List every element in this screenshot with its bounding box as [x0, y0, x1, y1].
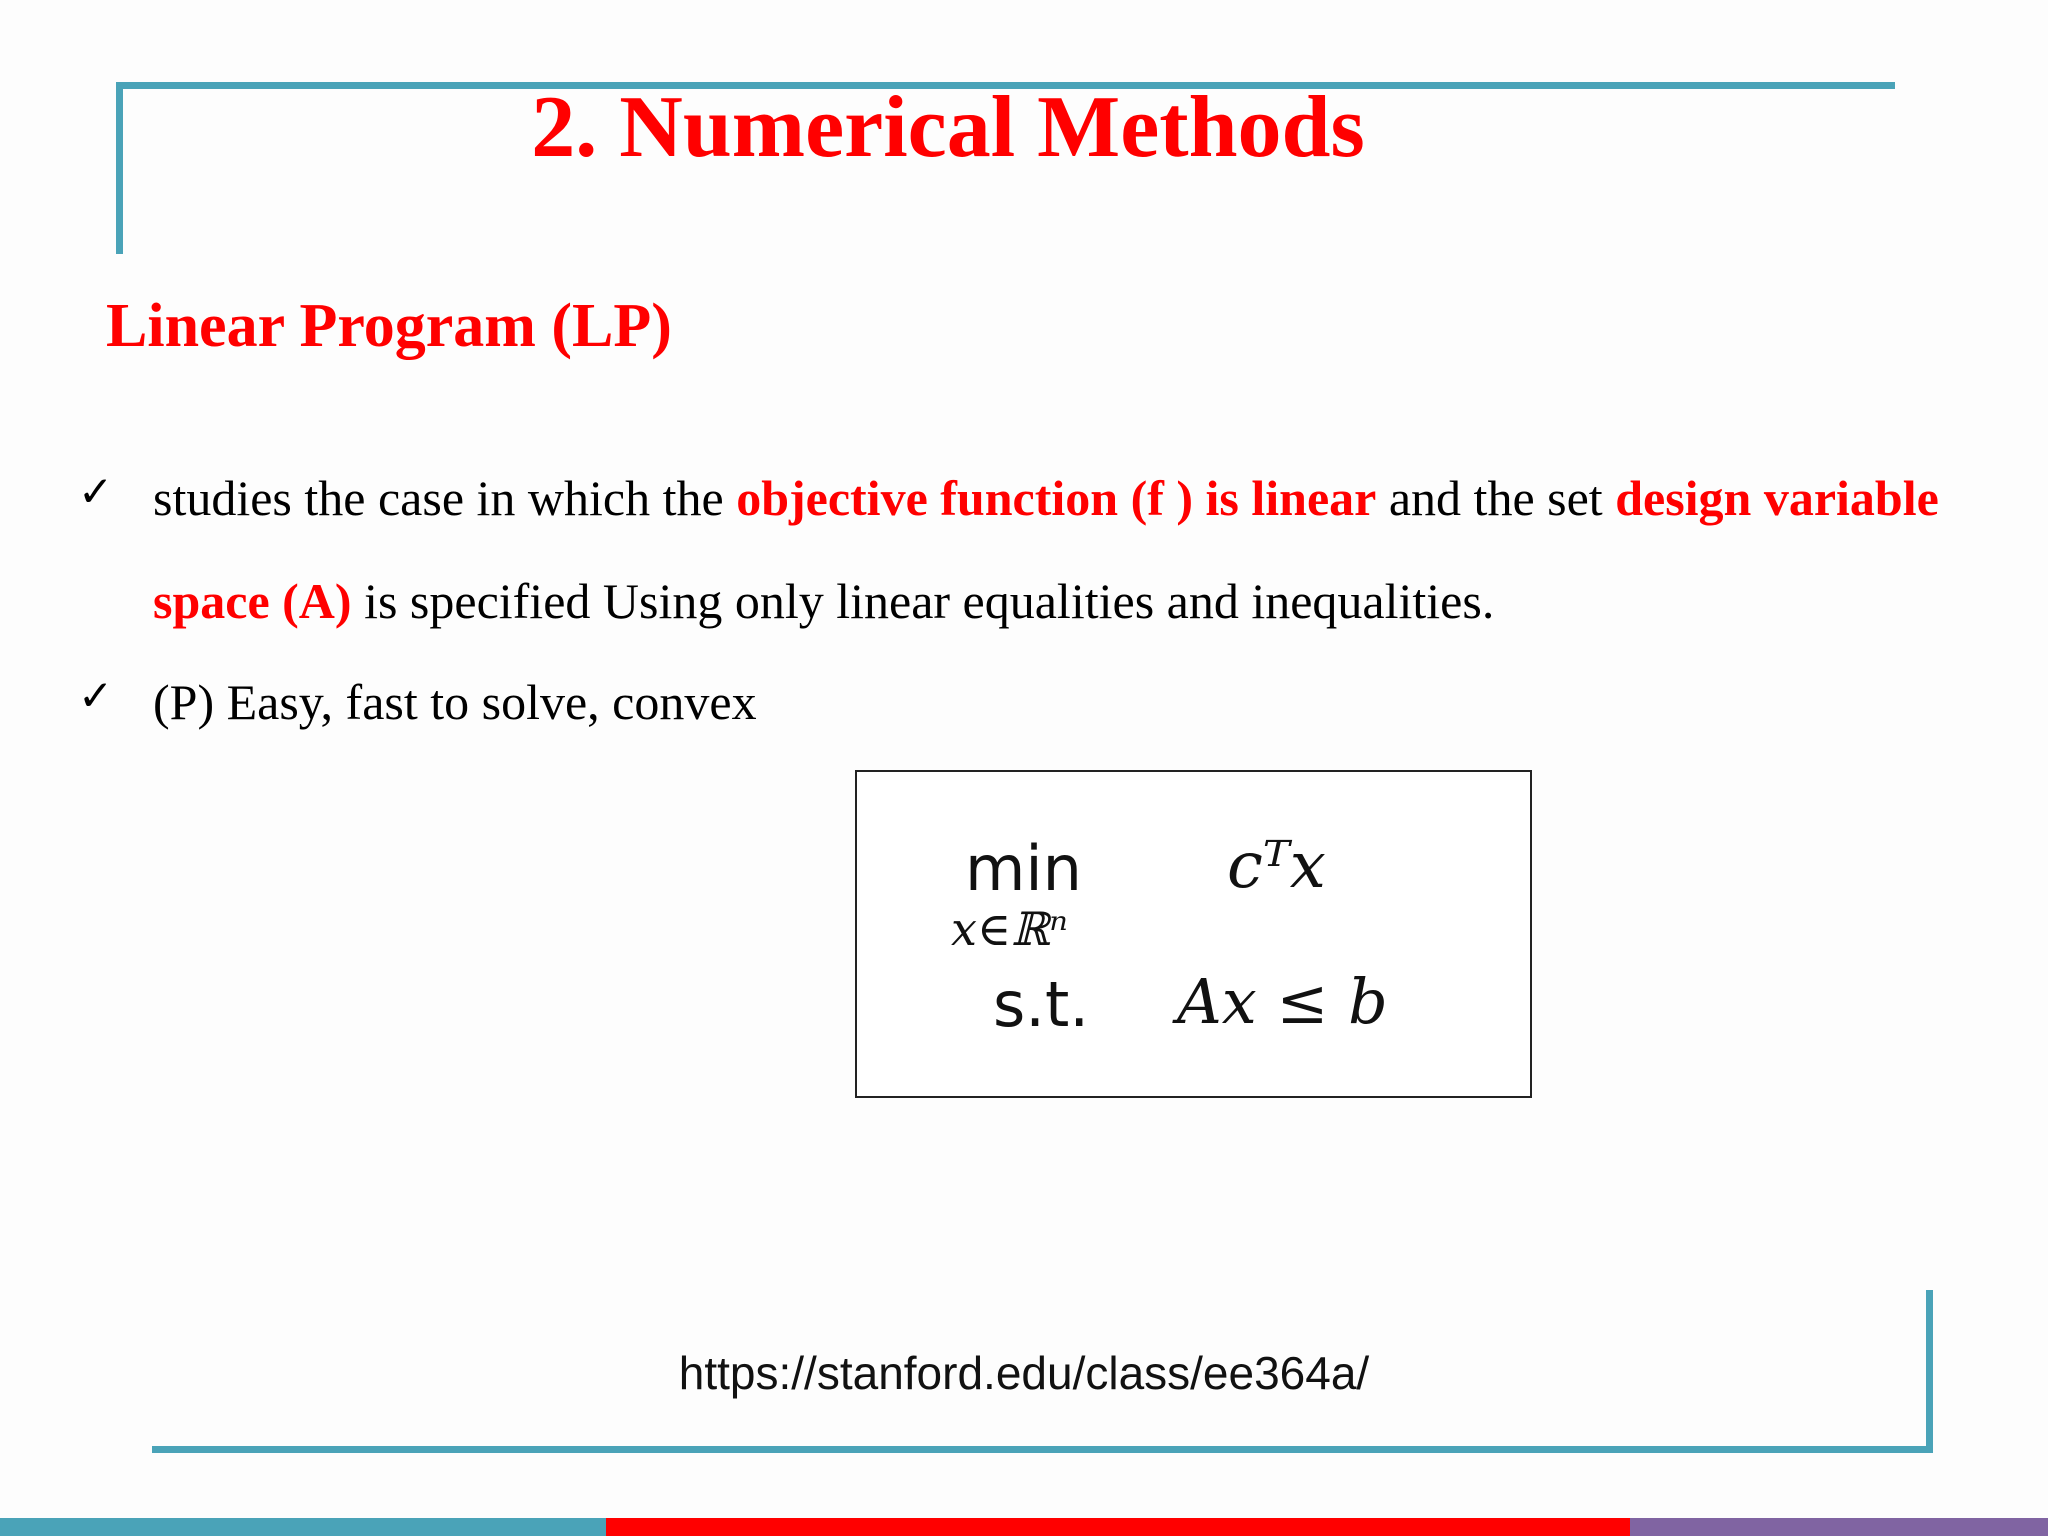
- footer-strip-teal: [0, 1518, 606, 1536]
- lp-formulation-box: [855, 770, 1532, 1098]
- min-operator: min: [965, 832, 1082, 905]
- objective-expression: cᵀx: [1227, 829, 1326, 903]
- constraint-expression: Ax ≤ b: [1177, 965, 1388, 1038]
- footer-strip-red: [606, 1518, 1630, 1536]
- section-heading: Linear Program (LP): [106, 292, 672, 360]
- frame-bottom-line: [152, 1446, 1933, 1453]
- source-link[interactable]: https://stanford.edu/class/ee364a/: [678, 1347, 1370, 1399]
- slide-title: 2. Numerical Methods: [531, 79, 1365, 176]
- bullet-text: (P) Easy, fast to solve, convex: [153, 674, 757, 730]
- min-subscript: x∈ℝⁿ: [951, 902, 1068, 956]
- highlight-design-variable-space: design variable space (A): [153, 470, 1939, 629]
- footer-strip-purple: [1630, 1518, 2048, 1536]
- checkmark-icon: ✓: [78, 467, 114, 516]
- bullet-text-part: is specified Using only linear equalities and inequalities.: [351, 573, 1495, 629]
- subject-to-label: s.t.: [993, 968, 1090, 1041]
- highlight-objective-function: objective function (f ) is linear: [736, 470, 1377, 526]
- bullet-text: [153, 447, 2033, 653]
- bullet-text-part: studies the case in which the: [153, 470, 737, 526]
- bullet-text-part: and the set: [1376, 470, 1616, 526]
- checkmark-icon: ✓: [78, 671, 114, 720]
